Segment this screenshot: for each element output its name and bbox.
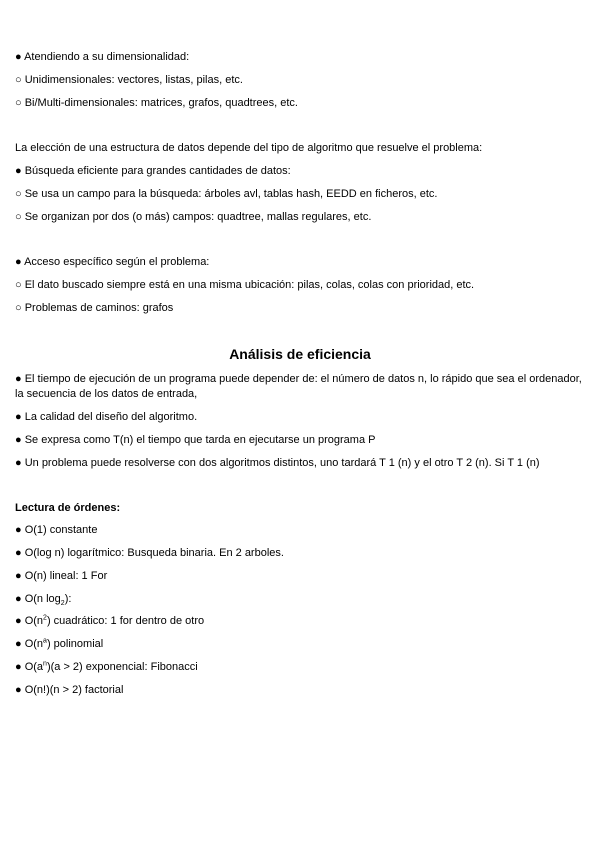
single-field-item: ○ Se usa un campo para la búsqueda: árboles avl, tablas hash, EEDD en ficheros, etc. xyxy=(15,188,438,200)
section-title: Análisis de eficiencia xyxy=(229,346,371,362)
order-factorial: ● O(n!)(n > 2) factorial xyxy=(15,684,124,696)
order-linear: ● O(n) lineal: 1 For xyxy=(15,570,108,582)
path-problems-item: ○ Problemas de caminos: grafos xyxy=(15,302,174,314)
orders-heading: Lectura de órdenes: xyxy=(15,502,121,514)
choice-intro-paragraph: La elección de una estructura de datos depende del tipo de algoritmo que resuelve el problema: xyxy=(15,142,483,154)
multi-field-item: ○ Se organizan por dos (o más) campos: quadtree, mallas regulares, etc. xyxy=(15,211,372,223)
dimensionality-bullet: ● Atendiendo a su dimensionalidad: xyxy=(15,51,190,63)
same-location-item: ○ El dato buscado siempre está en una misma ubicación: pilas, colas, colas con prioridad, etc. xyxy=(15,279,475,291)
order-polynomial-exponent: a xyxy=(43,637,47,645)
order-quadratic xyxy=(15,614,586,629)
order-constant: ● O(1) constante xyxy=(15,524,98,536)
order-polynomial xyxy=(15,637,586,652)
time-expression-bullet: ● Se expresa como T(n) el tiempo que tarda en ejecutarse un programa P xyxy=(15,434,376,446)
multidimensional-item: ○ Bi/Multi-dimensionales: matrices, grafos, quadtrees, etc. xyxy=(15,97,298,109)
order-logarithmic: ● O(log n) logarítmico: Busqueda binaria. En 2 arboles. xyxy=(15,547,284,559)
two-algorithms-bullet: ● Un problema puede resolverse con dos algoritmos distintos, uno tardará T 1 (n) y el otro T 2 (n). Si T 1 (n) xyxy=(15,457,540,469)
order-exponential-text: ● O(a xyxy=(15,661,44,673)
order-nlogn xyxy=(15,592,586,607)
order-nlogn-subscript: 2 xyxy=(60,600,65,608)
unidimensional-item: ○ Unidimensionales: vectores, listas, pilas, etc. xyxy=(15,74,243,86)
order-exponential xyxy=(15,660,586,675)
order-nlogn-tail: ): xyxy=(64,593,72,605)
order-quadratic-exponent: 2 xyxy=(43,614,47,622)
order-exponential-tail: )(a > 2) exponencial: Fibonacci xyxy=(46,661,198,673)
efficient-search-bullet: ● Búsqueda eficiente para grandes cantidades de datos: xyxy=(15,165,291,177)
order-exponential-exponent: n xyxy=(43,660,47,668)
order-nlogn-text: ● O(n log xyxy=(15,593,61,605)
specific-access-bullet: ● Acceso específico según el problema: xyxy=(15,256,210,268)
execution-time-bullet: ● El tiempo de ejecución de un programa puede depender de: el número de datos n, lo rápido que sea el ordenador, la secuencia de los datos de entrada, xyxy=(15,373,582,400)
order-quadratic-tail: ) cuadrático: 1 for dentro de otro xyxy=(46,615,205,627)
order-polynomial-text: ● O(n xyxy=(15,638,44,650)
order-polynomial-tail: ) polinomial xyxy=(46,638,104,650)
design-quality-bullet: ● La calidad del diseño del algoritmo. xyxy=(15,411,198,423)
order-quadratic-text: ● O(n xyxy=(15,615,44,627)
